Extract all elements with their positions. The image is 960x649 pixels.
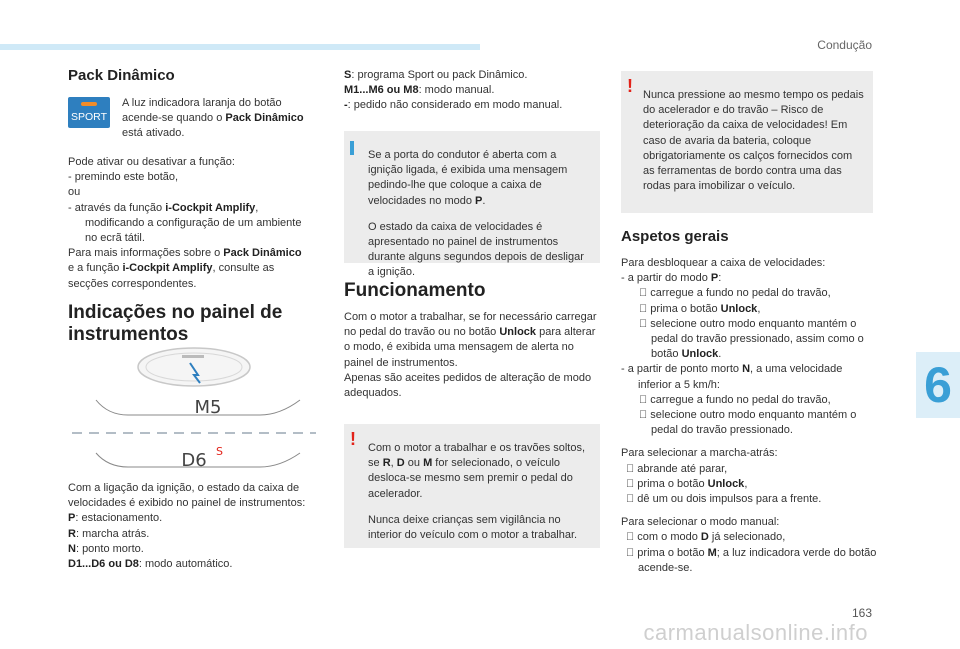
func-paragraph-1: Com o motor a trabalhar, se for necessário carregar no pedal do travão ou no botão Unlock para alterar o modo, é exibida uma mensagem de alerta no painel de instrumentos. (344, 311, 597, 369)
func-body (344, 310, 602, 401)
warning-icon: ! (627, 76, 633, 96)
led-text-end: está ativado. (122, 127, 185, 140)
general-heading-block (621, 229, 873, 244)
led-description (122, 96, 308, 142)
or-text: ou (68, 186, 81, 199)
led-text: A luz indicadora laranja do botão acende-se quando o (122, 97, 282, 125)
activation-item-1: - premindo este botão, (68, 171, 179, 184)
unlock-step-3: selecione outro modo enquanto mantém o pedal do travão pressionado, assim como o botão Unlock. (639, 317, 876, 361)
warning-box-1 (344, 424, 600, 548)
led-text-bold: Pack Dinâmico (225, 112, 304, 125)
indications-title: Indicações no painel de instrumentos (68, 302, 283, 345)
activation-intro: Pode ativar ou desativar a função: (68, 156, 235, 168)
pack-title: Pack Dinâmico (68, 67, 175, 84)
reverse-intro: Para selecionar a marcha-atrás: (621, 447, 778, 460)
info-box-text: Se a porta do condutor é aberta com a ignição ligada, é exibida uma mensagem pedindo-lhe que coloque a caixa de velocidades no modo P. O estado da caixa de velocidades é apresentado no painel de instrumentos durante alguns segundos depois de desligar a ignição. (368, 149, 584, 279)
unlock-step-1: carregue a fundo no pedal do travão, (639, 287, 820, 300)
info-box (344, 131, 600, 279)
warning-icon: ! (350, 429, 356, 449)
gear-r: R: marcha atrás. (68, 527, 150, 540)
unlock-step-4: carregue a fundo no pedal do travão, (639, 393, 820, 406)
info-icon (350, 141, 354, 155)
activation-item-2: - através da função i-Cockpit Amplify, modificando a configuração de um ambiente no ecrã tátil. (68, 201, 302, 245)
section-title: Condução (817, 38, 872, 52)
column-2-top (344, 68, 600, 114)
selector-bar (182, 355, 204, 358)
display-bottom-sport: S (216, 445, 223, 458)
sport-label: SPORT (71, 111, 107, 123)
reverse-step-3: dê um ou dois impulsos para a frente. (626, 493, 811, 506)
warning-box-1-text: Com o motor a trabalhar e os travões soltos, se R, D ou M for selecionado, o veículo desloca-se mesmo sem premir o pedal do acelerador. Nunca deixe crianças sem vigilância no interior do veículo com o motor a trabalhar. (368, 442, 586, 542)
ignition-text: Com a ligação da ignição, o estado da caixa de velocidades é exibido no painel de instrumentos: (68, 482, 306, 510)
unlock-step-2: prima o botão Unlock, (639, 302, 750, 315)
gear-s: S: programa Sport ou pack Dinâmico. (344, 69, 528, 81)
gear-d: D1...D6 ou D8: modo automático. (68, 558, 233, 571)
func-title: Funcionamento (344, 280, 486, 301)
unlock-step-5: selecione outro modo enquanto mantém o pedal do travão pressionado. (639, 409, 876, 437)
warning-box-2-text: Nunca pressione ao mesmo tempo os pedais do acelerador e do travão – Risco de deterioração da caixa de velocidades! Em caso de avaria da bateria, coloque obrigatoriamente os calços fornecidos com as ferramentas de bordo contra uma das rodas para imobilizar o veículo. (643, 89, 864, 193)
func-heading-block (344, 280, 600, 302)
display-bottom-readout: D6 (181, 450, 207, 470)
page-number: 163 (851, 606, 872, 620)
general-body (621, 256, 877, 576)
ignition-block (68, 481, 308, 572)
warning-box-2 (621, 71, 873, 213)
manual-intro: Para selecionar o modo manual: (621, 516, 780, 529)
manual-step-2: prima o botão M; a luz indicadora verde do botão acende-se. (626, 546, 866, 574)
unlock-from-n: - a partir de ponto morto N, a uma velocidade inferior a 5 km/h: (621, 363, 843, 391)
reverse-step-2: prima o botão Unlock, (626, 477, 737, 490)
general-title: Aspetos gerais (621, 228, 729, 245)
func-paragraph-2: Apenas são aceites pedidos de alteração de modo adequados. (344, 371, 592, 400)
gear-n: N: ponto morto. (68, 542, 144, 555)
manual-step-1: com o modo D já selecionado, (626, 531, 774, 544)
more-info: Para mais informações sobre o Pack Dinâmico e a função i-Cockpit Amplify, consulte as secções correspondentes. (68, 247, 302, 290)
activation-block (68, 155, 308, 292)
watermark: carmanualsonline.info (643, 620, 868, 645)
indications-heading-block (68, 302, 318, 346)
unlock-from-p: - a partir do modo P: (621, 272, 722, 285)
header-bar (0, 44, 480, 50)
gear-p: P: estacionamento. (68, 512, 163, 525)
reverse-step-1: abrande até parar, (626, 462, 716, 475)
sport-button-icon (68, 97, 110, 128)
instrument-panel-illustration (68, 345, 320, 470)
sport-led-icon (81, 102, 97, 106)
unlock-intro: Para desbloquear a caixa de velocidades: (621, 257, 826, 269)
chapter-tab: 6 (916, 352, 960, 418)
column-1 (68, 68, 308, 83)
display-top-readout: M5 (194, 397, 222, 418)
gear-dash: -: pedido não considerado em modo manual. (344, 99, 563, 112)
gear-m: M1...M6 ou M8: modo manual. (344, 84, 495, 97)
gear-selector-outline (138, 348, 250, 386)
